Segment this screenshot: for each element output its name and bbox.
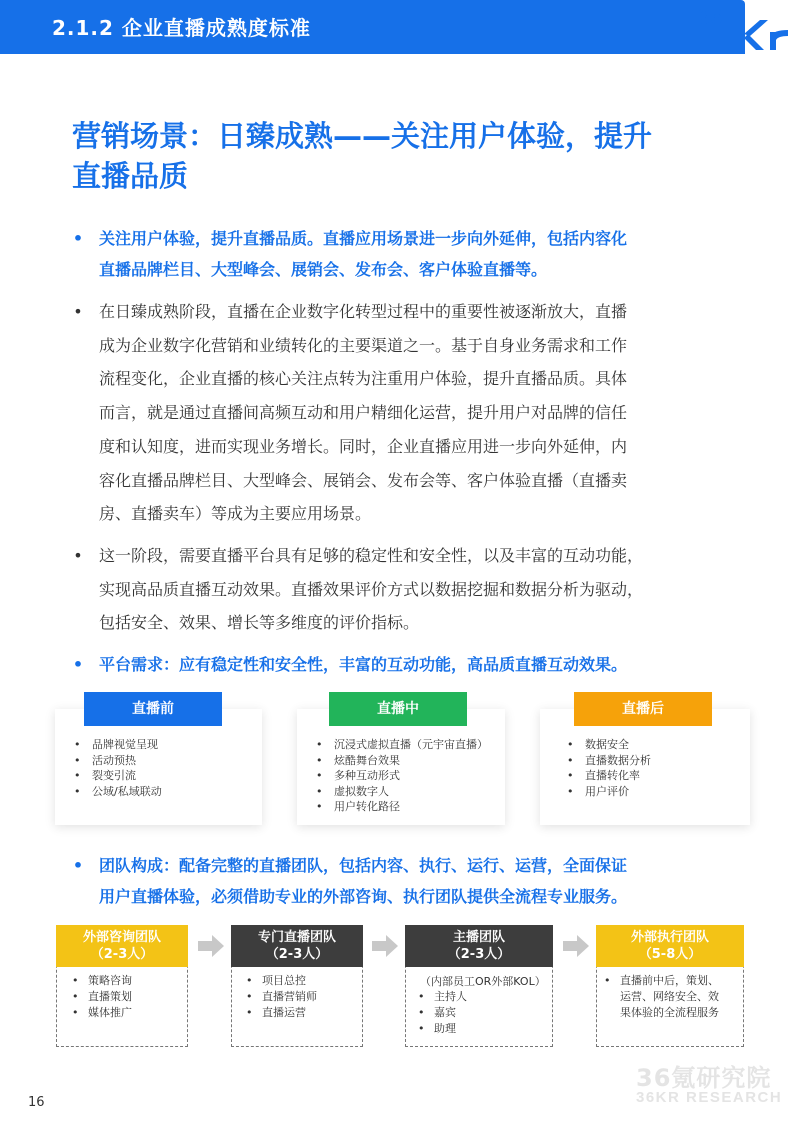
phase-list-before [74, 737, 162, 799]
list-item: • 多种互动形式 [316, 768, 488, 784]
team-list-consulting [72, 973, 132, 1021]
phase-label-before: 直播前 [84, 692, 222, 726]
team-host-note: （内部员工OR外部KOL） [420, 975, 546, 988]
bullet-focus-experience: • 关注用户体验，提升直播品质。直播应用场景进一步向外延伸，包括内容化 直播品牌栏目、大型峰会、展销会、发布会、客户体验直播等。 [72, 223, 732, 285]
arrow-right-icon [372, 935, 398, 957]
bullet-dot: • [72, 856, 84, 875]
team-label-consulting: 外部咨询团队 （2-3人） [56, 925, 188, 967]
bullet-platform-capability: • 这一阶段，需要直播平台具有足够的稳定性和安全性，以及丰富的互动功能， 实现高品质直播互动效果。直播效果评价方式以数据挖掘和数据分析为驱动， 包括安全、效果、增长等多维度的评价指标。 [72, 539, 732, 640]
headline [72, 116, 752, 196]
list-item: • 虚拟数字人 [316, 784, 488, 800]
bullet-dot: • [73, 302, 83, 321]
list-item: • 助理 [418, 1021, 467, 1037]
watermark-cn: 36氪研究院 [636, 1064, 772, 1092]
section-title: 2.1.2 企业直播成熟度标准 [52, 16, 311, 40]
36kr-logo [698, 2, 794, 52]
team-list-live [246, 973, 317, 1021]
team-list-host [418, 989, 467, 1037]
phase-label-during: 直播中 [329, 692, 467, 726]
list-item: • 沉浸式虚拟直播（元宇宙直播） [316, 737, 488, 753]
bullet-dot: • [72, 655, 84, 674]
bullet-platform-requirements: • 平台需求：应有稳定性和安全性，丰富的互动功能，高品质直播互动效果。 [72, 649, 732, 680]
list-item: • 用户评价 [567, 784, 651, 800]
headline-line-2: 直播品质 [72, 159, 189, 193]
list-item: • 媒体推广 [72, 1005, 132, 1021]
list-item: • 品牌视觉呈现 [74, 737, 162, 753]
page-header [0, 0, 794, 54]
watermark-en: 36KR RESEARCH [636, 1089, 783, 1106]
list-item: • 数据安全 [567, 737, 651, 753]
list-item-line: 直播前中后，策划、 [620, 974, 719, 987]
phase-list-after [567, 737, 651, 799]
list-item: • 嘉宾 [418, 1005, 467, 1021]
bullet-dot: • [73, 546, 83, 565]
list-item: • 策略咨询 [72, 973, 132, 989]
list-item: • 直播运营 [246, 1005, 317, 1021]
list-item: • 用户转化路径 [316, 799, 488, 815]
phase-list-during [316, 737, 488, 815]
team-label-live: 专门直播团队 （2-3人） [231, 925, 363, 967]
team-label-execution: 外部执行团队 （5-8人） [596, 925, 744, 967]
list-item: • 主持人 [418, 989, 467, 1005]
team-label-host: 主播团队 （2-3人） [405, 925, 553, 967]
list-item: • 裂变引流 [74, 768, 162, 784]
headline-line-1: 营销场景：日臻成熟——关注用户体验，提升 [72, 119, 653, 153]
page-number: 16 [28, 1095, 45, 1110]
bullet-dot: • [72, 229, 84, 248]
team-list-execution [604, 973, 740, 1021]
svg-text:36: 36 [698, 4, 723, 29]
arrow-right-icon [198, 935, 224, 957]
list-item: • 炫酷舞台效果 [316, 753, 488, 769]
list-item: • 公域/私域联动 [74, 784, 162, 800]
list-item: • 直播转化率 [567, 768, 651, 784]
list-item: • 直播策划 [72, 989, 132, 1005]
bullet-team-composition: • 团队构成：配备完整的直播团队，包括内容、执行、运行、运营，全面保证 用户直播体验，必须借助专业的外部咨询、执行团队提供全流程专业服务。 [72, 850, 732, 912]
list-item: • 活动预热 [74, 753, 162, 769]
list-item-line: 运营、网络安全、效 [620, 990, 719, 1003]
bullet-maturity-stage: • 在日臻成熟阶段，直播在企业数字化转型过程中的重要性被逐渐放大，直播 成为企业数字化营销和业绩转化的主要渠道之一。基于自身业务需求和工作 流程变化，企业直播的核心关注点转为注重用户体验，提升直播品质。具体 而言，就是通过直播间高频互动和用户精细化运营，提升用户对品牌的信任 度和认知度，进而实现业务增长。同时，企业直播应用进一步向外延伸，内 容化直播品牌栏目、大型峰会、展销会、发布会等、客户体验直播（直播卖 房、直播卖车）等成为主要应用场景。 [72, 295, 732, 531]
list-item: • 项目总控 [246, 973, 317, 989]
arrow-right-icon [563, 935, 589, 957]
phase-label-after: 直播后 [574, 692, 712, 726]
list-item: • 直播营销师 [246, 989, 317, 1005]
bullet-dot: • [604, 974, 611, 987]
list-item: • 直播数据分析 [567, 753, 651, 769]
list-item-line: 果体验的全流程服务 [620, 1006, 719, 1019]
